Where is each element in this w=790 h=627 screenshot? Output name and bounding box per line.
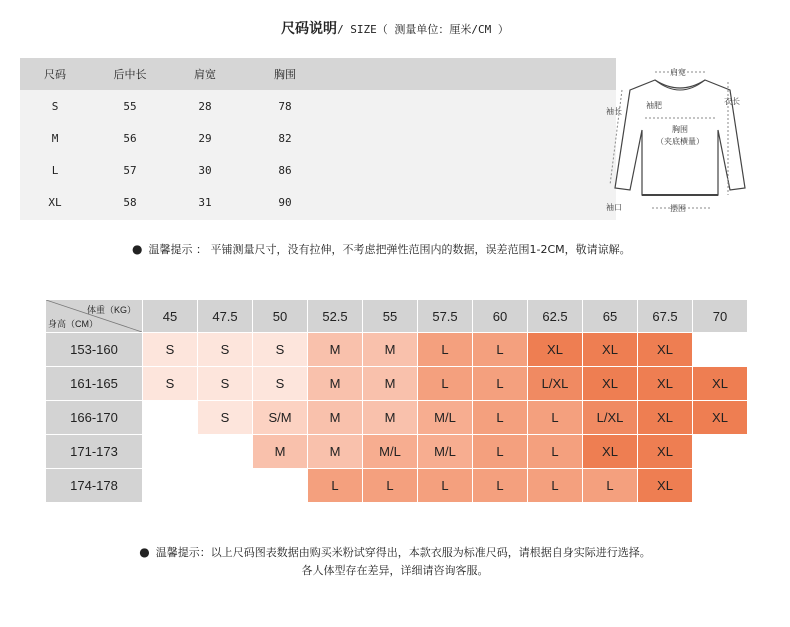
size-cell: S <box>198 401 253 435</box>
shoulder-cell: 31 <box>198 195 212 209</box>
shoulder-cell: 30 <box>198 163 212 177</box>
size-cell: L <box>528 401 583 435</box>
size-cell: L <box>473 333 528 367</box>
label-sleeve: 袖长 <box>606 107 622 116</box>
weight-header: 47.5 <box>198 300 253 333</box>
size-cell <box>143 469 198 503</box>
size-cell: L/XL <box>528 367 583 401</box>
length-cell: 56 <box>123 131 137 145</box>
weight-header: 60 <box>473 300 528 333</box>
size-cell: S <box>143 333 198 367</box>
length-cell: 57 <box>123 163 137 177</box>
size-cell: L <box>528 469 583 503</box>
size-cell <box>253 469 308 503</box>
size-cell: L <box>473 367 528 401</box>
header-size: 尺码 <box>44 68 66 81</box>
weight-header: 52.5 <box>308 300 363 333</box>
size-cell: L <box>473 435 528 469</box>
size-cell: S <box>198 367 253 401</box>
size-cell: M/L <box>418 435 473 469</box>
height-range-cell: 166-170 <box>46 401 143 435</box>
size-cell <box>143 401 198 435</box>
label-shoulder: 肩宽 <box>670 68 686 77</box>
size-cell: XL <box>638 333 693 367</box>
size-cell: M <box>363 367 418 401</box>
table-row <box>20 90 616 122</box>
height-range-cell: 171-173 <box>46 435 143 469</box>
length-cell: 58 <box>123 195 137 209</box>
table-row <box>46 469 748 503</box>
size-cell: M <box>308 367 363 401</box>
weight-header: 67.5 <box>638 300 693 333</box>
label-hem: 摆围 <box>670 204 686 213</box>
size-cell: M <box>308 333 363 367</box>
size-cell: XL <box>693 367 748 401</box>
label-chest-note: （夹底横量） <box>656 137 704 146</box>
size-cell: XL <box>48 195 62 209</box>
size-cell: XL <box>638 401 693 435</box>
length-cell: 55 <box>123 99 137 113</box>
size-cell: M <box>308 401 363 435</box>
weight-header: 55 <box>363 300 418 333</box>
measurement-note-text: 温馨提示 ： 平铺测量尺寸，没有拉伸，不考虑把弹性范围内的数据，误差范围1-2CM，敬请谅解。 <box>148 243 631 256</box>
label-armhole: 袖肥 <box>646 101 662 110</box>
size-cell: S <box>253 333 308 367</box>
shoulder-cell: 28 <box>198 99 212 113</box>
size-cell: M/L <box>363 435 418 469</box>
size-cell: XL <box>583 333 638 367</box>
garment-diagram <box>600 60 760 220</box>
header-chest: 胸围 <box>274 68 296 81</box>
table-row <box>20 122 616 154</box>
size-cell: M <box>363 401 418 435</box>
size-cell: L <box>473 469 528 503</box>
title-sub: / SIZE（ 测量单位：厘米/CM ） <box>337 23 509 36</box>
chest-cell: 78 <box>278 99 292 113</box>
table-row <box>20 154 616 186</box>
header-shoulder: 肩宽 <box>194 68 216 81</box>
size-cell <box>198 435 253 469</box>
size-cell: S <box>198 333 253 367</box>
size-cell: L <box>363 469 418 503</box>
page-title <box>0 18 790 38</box>
size-cell: XL <box>638 435 693 469</box>
table-row <box>46 401 748 435</box>
height-range-cell: 161-165 <box>46 367 143 401</box>
size-cell: L <box>418 469 473 503</box>
weight-axis-label: 体重（KG） <box>86 305 136 315</box>
size-cell: M <box>363 333 418 367</box>
size-cell: S <box>143 367 198 401</box>
size-cell: L <box>418 333 473 367</box>
size-cell: XL <box>638 367 693 401</box>
fit-note <box>0 543 790 580</box>
size-cell: L <box>308 469 363 503</box>
chest-cell: 86 <box>278 163 292 177</box>
size-cell: S <box>51 99 59 113</box>
weight-header: 45 <box>143 300 198 333</box>
size-grid-body <box>46 333 748 503</box>
size-cell: L <box>51 163 59 177</box>
size-cell: M <box>253 435 308 469</box>
size-cell: XL <box>638 469 693 503</box>
table-row <box>46 333 748 367</box>
size-cell: L <box>528 435 583 469</box>
size-cell: XL <box>583 435 638 469</box>
chest-cell: 90 <box>278 195 292 209</box>
size-table-body <box>20 90 616 220</box>
fit-note-line1-text: 温馨提示：以上尺码图表数据由购买米粉试穿得出，本款衣服为标准尺码，请根据自身实际进行选择。 <box>155 546 651 559</box>
shoulder-cell: 29 <box>198 131 212 145</box>
bullet-icon: ● <box>139 545 150 559</box>
size-cell <box>693 333 748 367</box>
header-back-length: 后中长 <box>113 68 147 81</box>
label-cuff: 袖口 <box>606 203 622 212</box>
size-cell <box>693 435 748 469</box>
size-cell: XL <box>693 401 748 435</box>
size-cell <box>198 469 253 503</box>
title-main: 尺码说明 <box>281 21 338 37</box>
table-row <box>46 435 748 469</box>
weight-header: 65 <box>583 300 638 333</box>
size-cell: L/XL <box>583 401 638 435</box>
size-cell: L <box>418 367 473 401</box>
weight-header: 57.5 <box>418 300 473 333</box>
size-cell: L <box>583 469 638 503</box>
height-range-cell: 153-160 <box>46 333 143 367</box>
label-chest: 胸围 <box>672 125 688 134</box>
size-cell <box>143 435 198 469</box>
table-row <box>20 186 616 218</box>
size-cell <box>693 469 748 503</box>
size-cell: XL <box>528 333 583 367</box>
size-recommendation-table <box>45 299 748 503</box>
size-cell: M <box>308 435 363 469</box>
size-cell: S/M <box>253 401 308 435</box>
size-cell: XL <box>583 367 638 401</box>
height-axis-label: 身高（CM） <box>48 319 98 329</box>
measurement-note <box>132 241 631 257</box>
height-range-cell: 174-178 <box>46 469 143 503</box>
weight-header: 62.5 <box>528 300 583 333</box>
weight-header: 70 <box>693 300 748 333</box>
weight-header: 50 <box>253 300 308 333</box>
corner-cell <box>46 300 143 333</box>
size-table <box>20 58 616 220</box>
fit-note-line1 <box>0 543 790 562</box>
table-row <box>46 367 748 401</box>
size-cell: M/L <box>418 401 473 435</box>
bullet-icon: ● <box>132 242 143 256</box>
weight-header-row <box>46 300 748 333</box>
label-length: 衣长 <box>724 97 740 106</box>
fit-note-line2: 各人体型存在差异，详细请咨询客服。 <box>301 564 489 577</box>
size-cell: M <box>51 131 59 145</box>
chest-cell: 82 <box>278 131 292 145</box>
size-cell: L <box>473 401 528 435</box>
size-cell: S <box>253 367 308 401</box>
size-table-header <box>20 58 616 90</box>
